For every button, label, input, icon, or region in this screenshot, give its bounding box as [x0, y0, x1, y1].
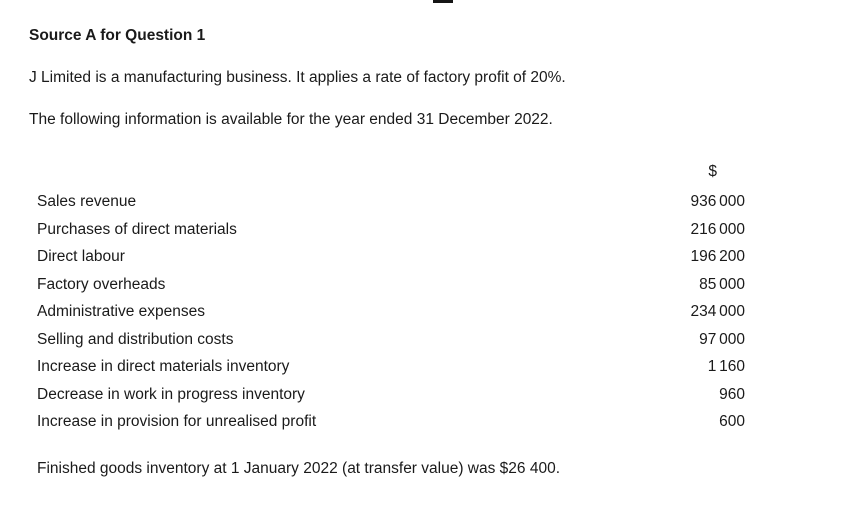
row-amount: 936 000: [690, 193, 745, 210]
table-row: [37, 357, 745, 385]
row-amount: 960: [719, 385, 745, 403]
row-amount: 234 000: [690, 303, 745, 320]
table-row: [37, 385, 745, 413]
row-amount: 85 000: [699, 275, 745, 293]
row-amount: 216 000: [690, 220, 745, 238]
figures-table: [37, 162, 745, 440]
row-label: Sales revenue: [37, 193, 137, 210]
row-amount: 600: [719, 413, 745, 430]
table-row: [37, 330, 745, 358]
table-row: [37, 302, 745, 330]
row-amount: 196 200: [690, 248, 745, 265]
table-rows: [37, 192, 745, 440]
row-label: Selling and distribution costs: [37, 330, 234, 348]
table-row: [37, 220, 745, 248]
table-row: [37, 192, 745, 220]
row-label: Increase in provision for unrealised profit: [37, 413, 317, 430]
row-label: Direct labour: [37, 248, 125, 265]
table-row: [37, 275, 745, 303]
table-row: [37, 247, 745, 275]
row-label: Decrease in work in progress inventory: [37, 385, 305, 403]
intro-paragraph-2: The following information is available for the year ended 31 December 2022.: [29, 111, 553, 128]
row-label: Factory overheads: [37, 275, 166, 293]
table-row: [37, 412, 745, 440]
row-label: Administrative expenses: [37, 303, 205, 320]
row-label: Purchases of direct materials: [37, 220, 237, 238]
row-amount: 1 160: [707, 358, 745, 375]
row-label: Increase in direct materials inventory: [37, 358, 290, 375]
footnote-paragraph: Finished goods inventory at 1 January 2022 (at transfer value) was $26 400.: [37, 460, 561, 477]
row-amount: 97 000: [699, 330, 745, 348]
currency-header: $: [708, 163, 717, 180]
page-top-crop-mark: [433, 0, 453, 3]
intro-paragraph-1: J Limited is a manufacturing business. It applies a rate of factory profit of 20%.: [29, 69, 566, 86]
page-title: Source A for Question 1: [29, 27, 206, 44]
